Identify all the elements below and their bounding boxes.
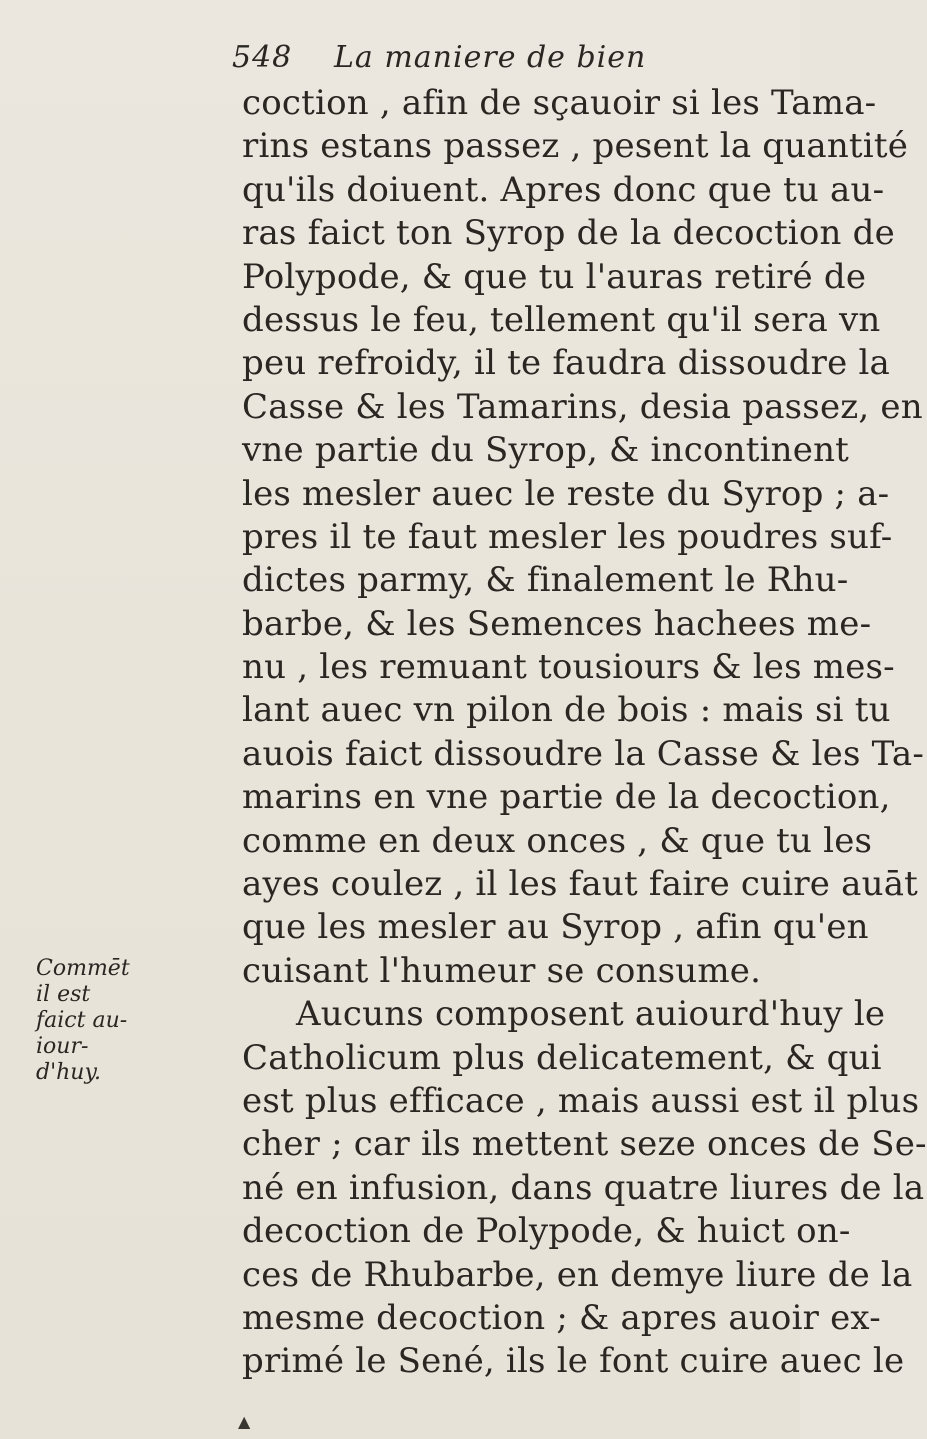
margin-note-line: il est [36, 982, 91, 1007]
text-line: comme en deux onces , & que tu les [242, 820, 873, 861]
text-line: les mesler auec le reste du Syrop ; a- [242, 473, 890, 514]
text-line: coction , afin de sçauoir si les Tama- [242, 83, 877, 123]
margin-note-line: iour- [36, 1034, 89, 1059]
text-line: qu'ils doiuent. Apres donc que tu au- [242, 169, 885, 210]
text-line: dessus le feu, tellement qu'il sera vn [242, 299, 881, 340]
page-header [232, 40, 692, 80]
text-line: marins en vne partie de la decoction, [242, 777, 891, 818]
page-number: 548 [232, 40, 293, 75]
margin-note-line: faict au- [36, 1008, 128, 1033]
text-line: que les mesler au Syrop , afin qu'en [242, 907, 869, 948]
text-line: lant auec vn pilon de bois : mais si tu [242, 690, 891, 731]
text-line: vne partie du Syrop, & incontinent [242, 430, 850, 471]
margin-note [36, 956, 146, 1086]
ink-mark: ▲ [238, 1412, 251, 1431]
text-line: mesme decoction ; & apres auoir ex- [242, 1297, 881, 1338]
text-line: cher ; car ils mettent seze onces de Se- [242, 1124, 927, 1165]
text-line: auois faict dissoudre la Casse & les Ta- [242, 733, 925, 774]
text-line: ces de Rhubarbe, en demye liure de la [242, 1254, 913, 1295]
text-line: ras faict ton Syrop de la decoction de [242, 213, 895, 254]
text-line: decoction de Polypode, & huict on- [242, 1211, 851, 1252]
text-line: barbe, & les Semences hachees me- [242, 603, 872, 644]
running-head: La maniere de bien [334, 40, 647, 75]
margin-note-line: Commēt [36, 956, 130, 981]
text-line: Casse & les Tamarins, desia passez, en [242, 386, 923, 427]
paragraph-start-line: Aucuns composent auiourd'huy le [296, 994, 886, 1035]
text-line: ayes coulez , il les faut faire cuire auāt [242, 864, 919, 905]
text-line: nu , les remuant tousiours & les mes- [242, 647, 895, 688]
text-line: rins estans passez , pesent la quantité [242, 126, 909, 167]
margin-note-line: d'huy. [36, 1060, 101, 1085]
text-line: est plus efficace , mais aussi est il plus [242, 1080, 920, 1121]
text-line: peu refroidy, il te faudra dissoudre la [242, 343, 891, 384]
text-line: cuisant l'humeur se consume. [242, 950, 762, 991]
text-line: primé le Sené, ils le font cuire auec le [242, 1341, 905, 1382]
text-line: Polypode, & que tu l'auras retiré de [242, 256, 867, 297]
text-line: dictes parmy, & finalement le Rhu- [242, 560, 849, 601]
body-text [242, 82, 927, 1384]
text-line: pres il te faut mesler les poudres suf- [242, 516, 893, 557]
text-line: né en infusion, dans quatre liures de la [242, 1167, 925, 1208]
text-line: Catholicum plus delicatement, & qui [242, 1037, 882, 1078]
